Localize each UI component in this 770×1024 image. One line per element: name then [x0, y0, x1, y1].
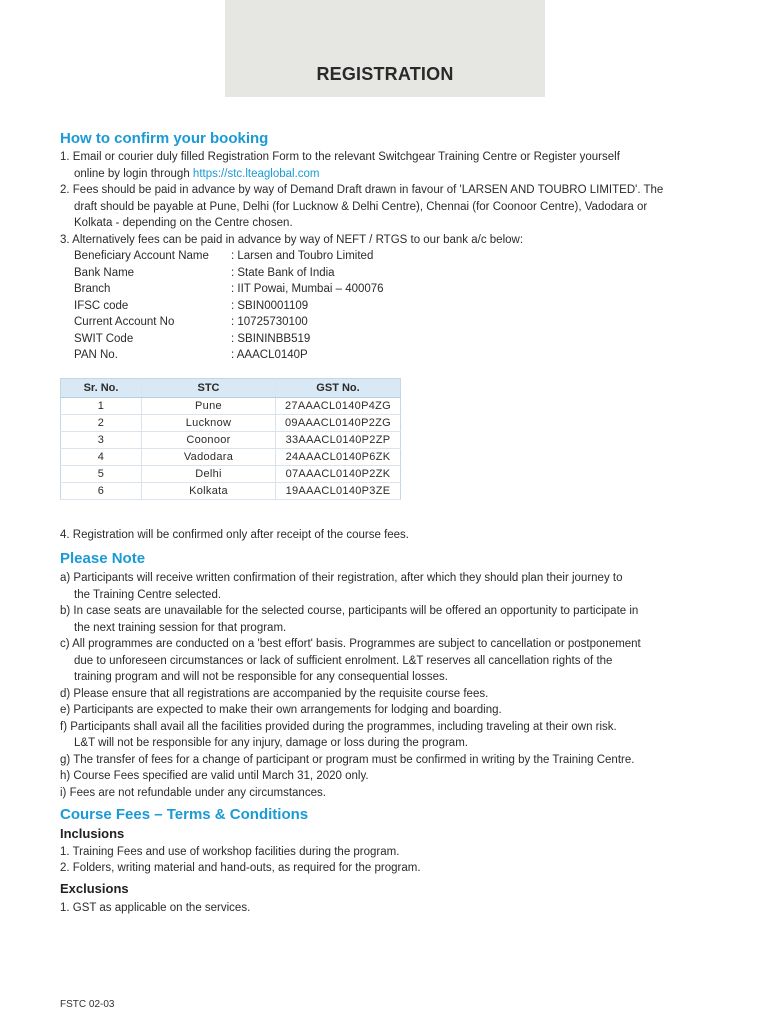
bank-label: Bank Name [74, 266, 135, 279]
booking-step-1: 1. Email or courier duly filled Registration Form to the relevant Switchgear Training Centre or Register yourself [60, 151, 620, 163]
note-item-a-cont: the Training Centre selected. [74, 588, 222, 601]
table-cell: 2 [61, 415, 142, 432]
table-row [61, 483, 401, 500]
note-item-b: b) In case seats are unavailable for the selected course, participants will be offered an opportunity to participate in [60, 605, 639, 617]
bank-value: : State Bank of India [231, 266, 335, 279]
table-cell: Lucknow [142, 415, 276, 432]
inclusion-item: 1. Training Fees and use of workshop facilities during the program. [60, 845, 400, 858]
table-cell: 27AAACL0140P4ZG [276, 398, 401, 415]
exclusions-heading: Exclusions [60, 881, 129, 896]
booking-heading: How to confirm your booking [60, 130, 269, 147]
table-row [61, 466, 401, 483]
booking-step-2-cont: draft should be payable at Pune, Delhi (for Lucknow & Delhi Centre), Chennai (for Coonoor Centre), Vadodara or [74, 200, 648, 213]
note-item-e: e) Participants are expected to make their own arrangements for lodging and boarding. [60, 704, 502, 716]
column-header: GST No. [276, 379, 401, 398]
inclusion-item: 2. Folders, writing material and hand-outs, as required for the program. [60, 862, 421, 874]
table-row [61, 432, 401, 449]
bank-value: : 10725730100 [231, 316, 308, 328]
table-cell: 09AAACL0140P2ZG [276, 415, 401, 432]
terms-heading: Course Fees – Terms & Conditions [60, 806, 309, 823]
note-item-f: f) Participants shall avail all the facilities provided during the programmes, including traveling at their own risk. [60, 720, 617, 733]
note-item-f-cont: L&T will not be responsible for any injury, damage or loss during the program. [74, 737, 468, 749]
table-cell: Pune [142, 398, 276, 415]
table-cell: 3 [61, 432, 142, 449]
column-header: STC [142, 379, 276, 398]
header-banner [225, 0, 545, 97]
note-item-g: g) The transfer of fees for a change of participant or program must be confirmed in writing by the Training Centre. [60, 753, 635, 766]
note-item-d: d) Please ensure that all registrations are accompanied by the requisite course fees. [60, 687, 489, 700]
table-cell: 1 [61, 398, 142, 415]
note-item-c: c) All programmes are conducted on a 'best effort' basis. Programmes are subject to cancellation or postponement [60, 638, 641, 650]
booking-step-3: 3. Alternatively fees can be paid in advance by way of NEFT / RTGS to our bank a/c below: [60, 233, 524, 246]
inclusions-heading: Inclusions [60, 826, 125, 841]
booking-step-4: 4. Registration will be confirmed only after receipt of the course fees. [60, 529, 410, 541]
table-cell: 4 [61, 449, 142, 466]
booking-step-2-cont: Kolkata - depending on the Centre chosen. [74, 217, 293, 229]
bank-label: Current Account No [74, 316, 175, 328]
gst-table [60, 378, 401, 500]
bank-value: : AAACL0140P [231, 349, 308, 361]
exclusion-item: 1. GST as applicable on the services. [60, 901, 251, 914]
note-item-c-cont: training program and will not be responsible for any consequential losses. [74, 671, 448, 683]
table-row [61, 398, 401, 415]
bank-value: : Larsen and Toubro Limited [231, 250, 374, 262]
note-item-b-cont: the next training session for that program. [74, 621, 287, 634]
bank-label: Branch [74, 283, 111, 295]
note-item-c-cont: due to unforeseen circumstances or lack of sufficient enrolment. L&T reserves all cancellation rights of the [74, 654, 613, 667]
bank-label: Beneficiary Account Name [74, 250, 209, 262]
table-cell: 24AAACL0140P6ZK [276, 449, 401, 466]
table-cell: 5 [61, 466, 142, 483]
table-header-row [61, 379, 401, 398]
table-cell: Kolkata [142, 483, 276, 500]
table-cell: Delhi [142, 466, 276, 483]
page-title: REGISTRATION [316, 64, 454, 84]
table-row [61, 449, 401, 466]
table-cell: 19AAACL0140P3ZE [276, 483, 401, 500]
registration-link[interactable]: https://stc.lteaglobal.com [192, 167, 320, 180]
form-code: FSTC 02-03 [60, 999, 115, 1010]
bank-value: : SBIN0001109 [231, 299, 309, 312]
note-item-i: i) Fees are not refundable under any circumstances. [60, 786, 326, 799]
table-cell: 33AAACL0140P2ZP [276, 432, 401, 449]
bank-value: : IIT Powai, Mumbai – 400076 [231, 283, 384, 295]
note-heading: Please Note [60, 550, 146, 567]
booking-step-1-cont [74, 166, 319, 183]
table-cell: 07AAACL0140P2ZK [276, 466, 401, 483]
table-row [61, 415, 401, 432]
booking-step-2: 2. Fees should be paid in advance by way of Demand Draft drawn in favour of 'LARSEN AND TOUBRO LIMITED'. The [60, 184, 664, 196]
column-header: Sr. No. [61, 379, 142, 398]
bank-label: SWIT Code [74, 332, 134, 345]
table-cell: 6 [61, 483, 142, 500]
note-item-h: h) Course Fees specified are valid until March 31, 2020 only. [60, 770, 369, 782]
bank-label: IFSC code [74, 299, 129, 312]
bank-label: PAN No. [74, 349, 118, 361]
table-cell: Vadodara [142, 449, 276, 466]
note-item-a: a) Participants will receive written confirmation of their registration, after which they should plan their journey to [60, 572, 623, 584]
table-cell: Coonoor [142, 432, 276, 449]
booking-step-1-prefix: online by login through [74, 167, 193, 180]
bank-value: : SBININBB519 [231, 332, 311, 345]
